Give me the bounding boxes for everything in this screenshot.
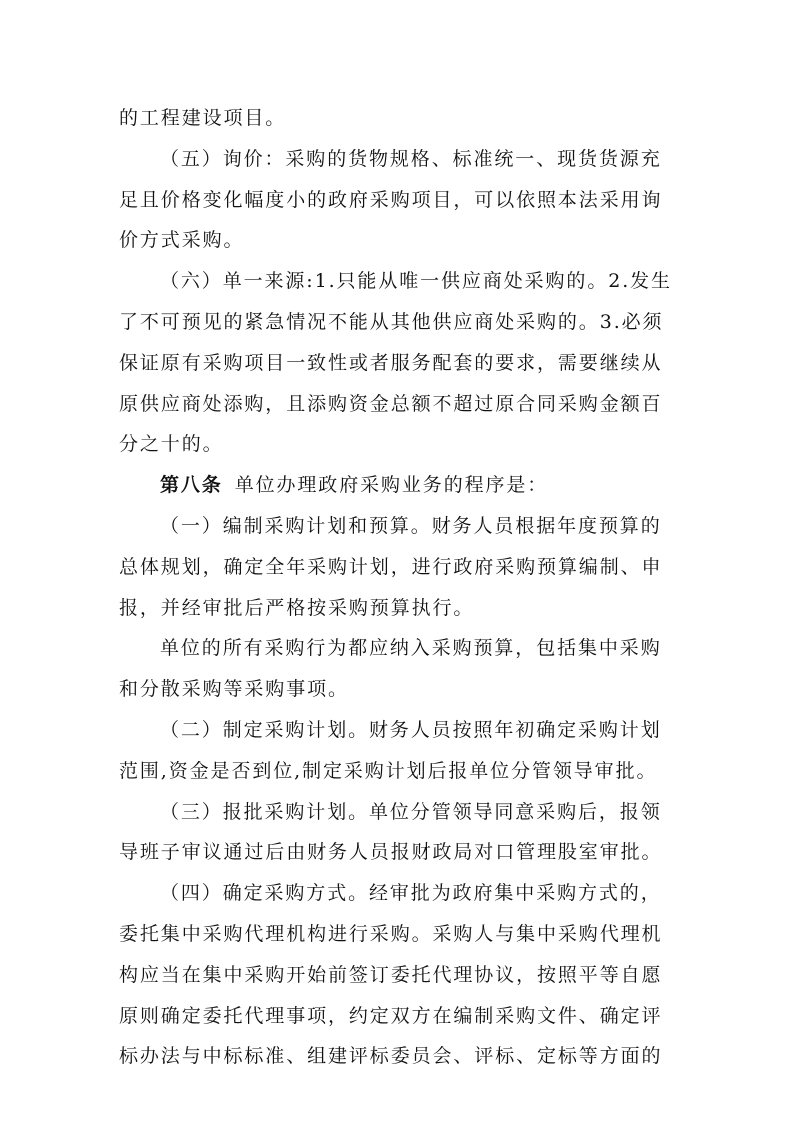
paragraph-line: （二）制定采购计划。财务人员按照年初确定采购计划 — [160, 718, 662, 741]
paragraph-line: 分之十的。 — [119, 433, 224, 456]
paragraph-line: 原供应商处添购，且添购资金总额不超过原合同采购金额百 — [119, 392, 663, 415]
article-heading-line — [119, 465, 675, 506]
paragraph-line: （一）编制采购计划和预算。财务人员根据年度预算的 — [160, 514, 662, 537]
paragraph-line: 保证原有采购项目一致性或者服务配套的要求，需要继续从 — [119, 351, 663, 374]
paragraph-line: （四）确定采购方式。经审批为政府集中采购方式的， — [160, 882, 662, 905]
paragraph-line: 原则确定委托代理事项，约定双方在编制采购文件、确定评 — [119, 1004, 663, 1027]
paragraph-line: 价方式采购。 — [119, 229, 245, 252]
paragraph-line: 委托集中采购代理机构进行采购。采购人与集中采购代理机 — [119, 922, 663, 945]
paragraph-line: （六）单一来源:1.只能从唯一供应商处采购的。2.发生 — [160, 270, 672, 293]
document-body — [119, 98, 675, 1077]
paragraph-line: （五）询价：采购的货物规格、标准统一、现货货源充 — [160, 147, 662, 170]
paragraph-line: 足且价格变化幅度小的政府采购项目，可以依照本法采用询 — [119, 188, 663, 211]
paragraph-line: 单位的所有采购行为都应纳入采购预算，包括集中采购 — [160, 637, 662, 660]
paragraph-line: 标办法与中标标准、组建评标委员会、评标、定标等方面的 — [119, 1045, 663, 1068]
paragraph-line: 总体规划，确定全年采购计划，进行政府采购预算编制、申 — [119, 555, 663, 578]
paragraph-line: 和分散采购等采购事项。 — [119, 678, 349, 701]
paragraph-line: 导班子审议通过后由财务人员报财政局对口管理股室审批。 — [119, 841, 663, 864]
article-number: 第八条 — [160, 474, 223, 497]
article-text: 单位办理政府采购业务的程序是： — [234, 474, 549, 497]
paragraph-line: 范围,资金是否到位,制定采购计划后报单位分管领导审批。 — [119, 759, 658, 782]
paragraph-line: 了不可预见的紧急情况不能从其他供应商处采购的。3.必须 — [119, 310, 664, 333]
paragraph-line: 报，并经审批后严格按采购预算执行。 — [119, 596, 475, 619]
paragraph-line: 构应当在集中采购开始前签订委托代理协议，按照平等自愿 — [119, 963, 663, 986]
paragraph-line: （三）报批采购计划。单位分管领导同意采购后，报领 — [160, 800, 662, 823]
paragraph-line: 的工程建设项目。 — [119, 107, 287, 129]
